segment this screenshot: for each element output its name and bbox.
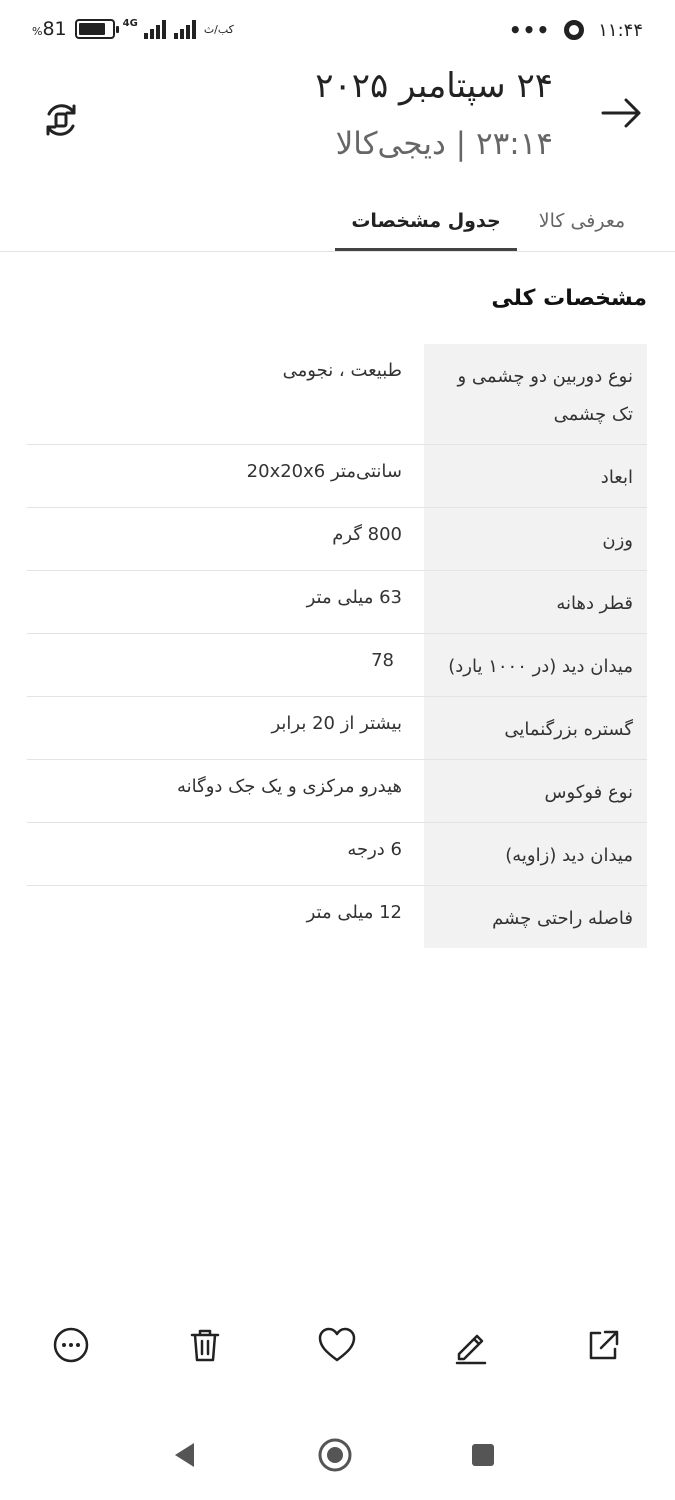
table-row	[27, 571, 647, 634]
spec-value: 800 گرم	[332, 524, 402, 545]
table-row	[27, 508, 647, 571]
ring-icon	[564, 20, 584, 40]
spec-value: 12 میلی متر	[306, 902, 402, 923]
dots-icon: •••	[508, 18, 551, 42]
recents-square-icon	[468, 1440, 498, 1470]
nav-recents-button[interactable]	[458, 1430, 508, 1480]
specs-table	[27, 344, 647, 948]
tab-label: معرفی کالا	[538, 209, 626, 232]
spec-key: قطر دهانه	[424, 571, 647, 633]
heart-icon	[316, 1325, 358, 1365]
spec-value: هیدرو مرکزی و یک جک دوگانه	[177, 776, 402, 797]
system-navbar	[0, 1430, 675, 1490]
table-row	[27, 697, 647, 760]
tab-product-intro[interactable]	[517, 190, 647, 251]
spec-value: 78	[371, 650, 394, 671]
table-row	[27, 886, 647, 948]
status-left	[32, 18, 234, 40]
spec-key: میدان دید (زاویه)	[424, 823, 647, 885]
network-type: 4G	[122, 17, 138, 29]
share-button[interactable]	[578, 1320, 628, 1370]
tab-bar	[0, 190, 675, 252]
signal-icon	[174, 19, 196, 39]
rotate-button[interactable]	[38, 97, 84, 143]
battery-percent: %81	[32, 18, 67, 40]
section-title: مشخصات کلی	[491, 286, 647, 311]
spec-key: نوع دوربین دو چشمی و تک چشمی	[424, 344, 647, 444]
table-row	[27, 823, 647, 886]
spec-key: ابعاد	[424, 445, 647, 507]
nav-home-button[interactable]	[310, 1430, 360, 1480]
nav-back-button[interactable]	[160, 1430, 210, 1480]
spec-value: بیشتر از 20 برابر	[271, 713, 402, 734]
status-time: ۱۱:۴۴	[598, 19, 643, 41]
tab-specs-table[interactable]	[335, 190, 517, 251]
status-bar	[0, 0, 675, 64]
bottom-toolbar	[0, 1320, 675, 1376]
spec-key: گستره بزرگنمایی	[424, 697, 647, 759]
spec-value: طبیعت ، نجومی	[282, 360, 402, 381]
data-speed: کب/ث	[203, 22, 234, 36]
spec-key: نوع فوکوس	[424, 760, 647, 822]
spec-key: وزن	[424, 508, 647, 570]
signal-icon	[144, 19, 166, 39]
back-triangle-icon	[170, 1440, 200, 1470]
more-button[interactable]	[46, 1320, 96, 1370]
active-tab-indicator	[335, 248, 517, 251]
more-icon	[51, 1325, 91, 1365]
table-row	[27, 760, 647, 823]
favorite-button[interactable]	[312, 1320, 362, 1370]
table-row	[27, 634, 647, 697]
table-row	[27, 445, 647, 508]
edit-icon	[451, 1325, 491, 1365]
page-title: ۲۴ سپتامبر ۲۰۲۵	[315, 66, 553, 106]
arrow-right-icon	[601, 98, 643, 128]
delete-button[interactable]	[180, 1320, 230, 1370]
spec-value: سانتی‌متر 20x20x6	[246, 461, 402, 482]
battery-icon	[75, 19, 115, 39]
back-button[interactable]	[599, 90, 645, 136]
share-icon	[583, 1325, 623, 1365]
spec-key: فاصله راحتی چشم	[424, 886, 647, 948]
status-right	[509, 18, 643, 42]
spec-key: میدان دید (در ۱۰۰۰ یارد)	[424, 634, 647, 696]
table-row	[27, 344, 647, 445]
tab-label: جدول مشخصات	[351, 209, 501, 232]
rotate-screen-icon	[41, 100, 81, 140]
home-circle-icon	[317, 1437, 353, 1473]
spec-value: 63 میلی متر	[306, 587, 402, 608]
spec-value: 6 درجه	[347, 839, 402, 860]
edit-button[interactable]	[446, 1320, 496, 1370]
trash-icon	[185, 1325, 225, 1365]
page-subtitle: ۲۳:۱۴ | دیجی‌کالا	[335, 126, 553, 162]
